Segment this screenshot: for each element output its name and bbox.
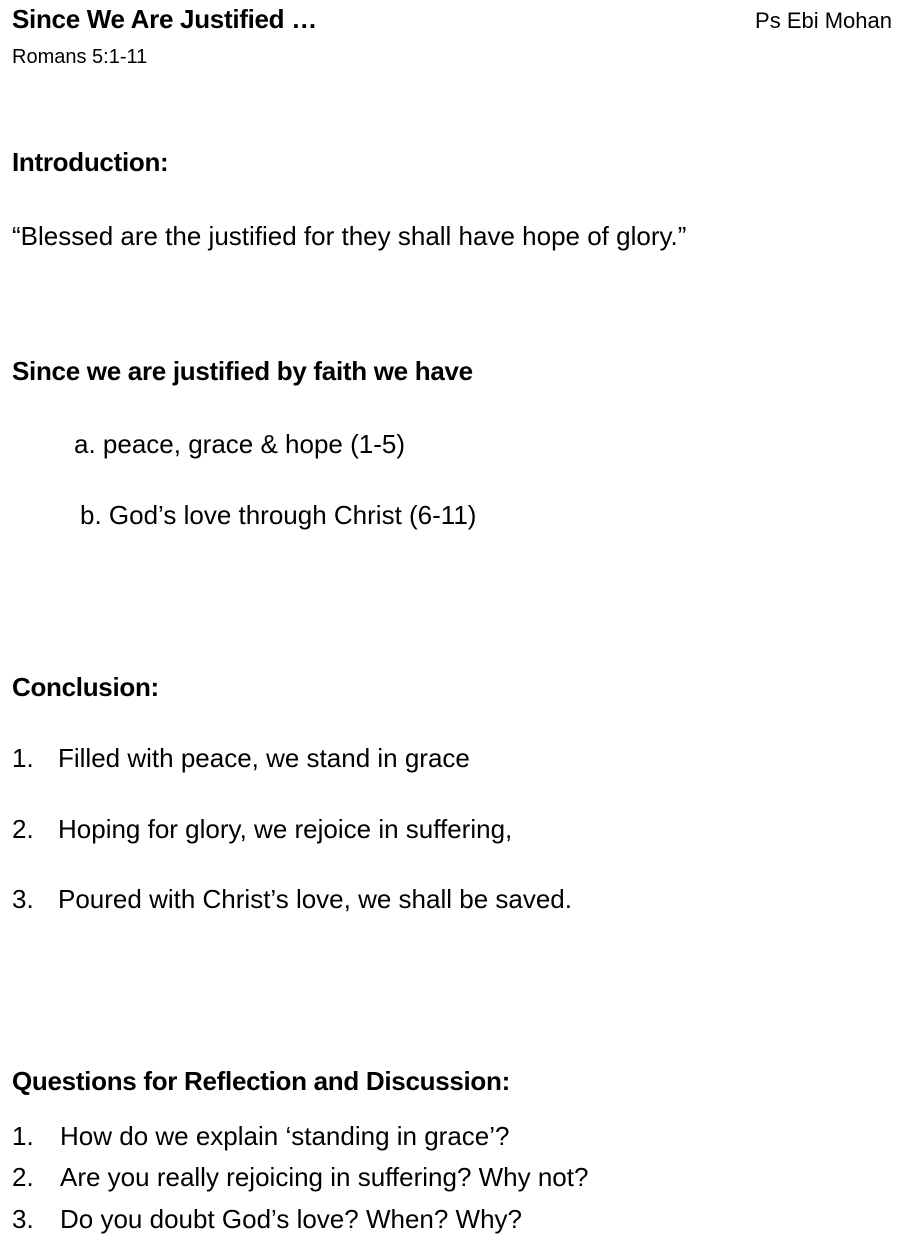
introduction-heading: Introduction: bbox=[12, 147, 169, 177]
main-point-heading: Since we are justified by faith we have bbox=[12, 356, 473, 386]
conclusion-heading: Conclusion: bbox=[12, 672, 159, 702]
list-item-text: Hoping for glory, we rejoice in suffering, bbox=[58, 814, 513, 844]
list-item-text: Are you really rejoicing in suffering? Why not? bbox=[60, 1162, 589, 1192]
list-item-number: 2. bbox=[12, 814, 34, 844]
list-item-number: 1. bbox=[12, 1121, 34, 1151]
author-name: Ps Ebi Mohan bbox=[755, 8, 892, 33]
list-item-number: 1. bbox=[12, 743, 34, 773]
list-item-text: How do we explain ‘standing in grace’? bbox=[60, 1121, 510, 1151]
list-item-text: Filled with peace, we stand in grace bbox=[58, 743, 470, 773]
scripture-reference: Romans 5:1-11 bbox=[12, 46, 148, 68]
main-point-item-a: a. peace, grace & hope (1-5) bbox=[74, 429, 405, 459]
list-item-text: Poured with Christ’s love, we shall be saved. bbox=[58, 884, 572, 914]
sermon-title: Since We Are Justified … bbox=[12, 4, 317, 34]
list-item-number: 3. bbox=[12, 884, 34, 914]
list-item-number: 3. bbox=[12, 1204, 34, 1234]
list-item-text: Do you doubt God’s love? When? Why? bbox=[60, 1204, 523, 1234]
main-point-item-b: b. God’s love through Christ (6-11) bbox=[80, 500, 477, 530]
list-item-number: 2. bbox=[12, 1162, 34, 1192]
questions-heading: Questions for Reflection and Discussion: bbox=[12, 1066, 510, 1096]
introduction-quote: “Blessed are the justified for they shall have hope of glory.” bbox=[12, 221, 687, 251]
